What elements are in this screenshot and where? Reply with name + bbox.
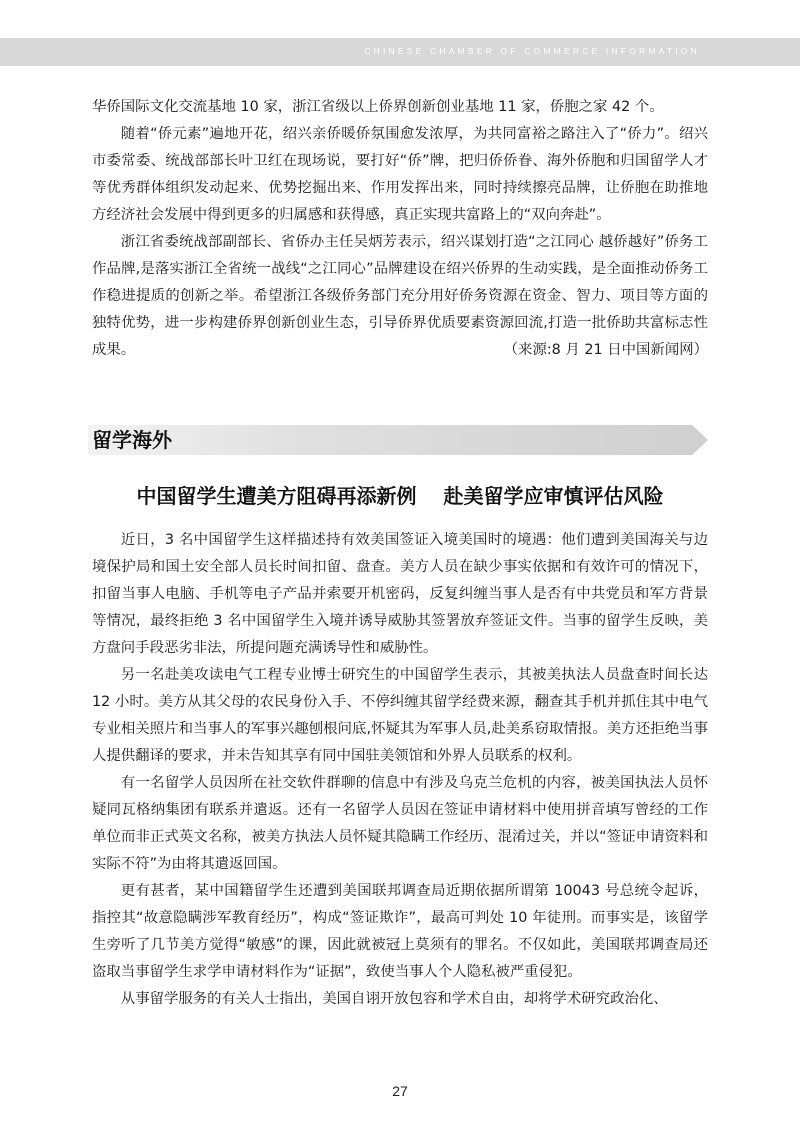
paragraph: 华侨国际文化交流基地 10 家，浙江省级以上侨界创新创业基地 11 家，侨胞之家 42 个。 xyxy=(92,99,664,115)
article-title: 中国留学生遭美方阻碍再添新例 赴美留学应审慎评估风险 xyxy=(136,484,664,508)
section-band-shape xyxy=(88,425,708,455)
paragraph: 近日，3 名中国留学生这样描述持有效美国签证入境美国时的境遇：他们遭到美国海关与边境保护局和国土安全部人员长时间扣留、盘查。美方人员在缺少事实依据和有效许可的情况下，扣留当事人电脑、手机等电子产品并索要开机密码，反复纠缠当事人是否有中共党员和军方背景等情况，最终拒绝 3 名中国留学生入境并诱导威胁其签署放弃签证文件。当事的留学生反映，美方盘问手段恶劣非法，所提问题充满诱导性和威胁性。 xyxy=(92,532,708,656)
paragraph: 随着“侨元素”遍地开花，绍兴亲侨暖侨氛围愈发浓厚，为共同富裕之路注入了“侨力”。绍兴市委常委、统战部部长叶卫红在现场说，要打好“侨”牌，把归侨侨眷、海外侨胞和归国留学人才等优秀群体组织发动起来、优势挖掘出来、作用发挥出来，同时持续擦亮品牌，让侨胞在助推地方经济社会发展中得到更多的归属感和获得感，真正实现共富路上的“双向奔赴”。 xyxy=(92,126,708,223)
paragraph: 从事留学服务的有关人士指出，美国自诩开放包容和学术自由，却将学术研究政治化、 xyxy=(120,991,668,1007)
paragraph xyxy=(92,229,708,364)
publication-name: CHINESE CHAMBER OF COMMERCE INFORMATION xyxy=(364,46,700,56)
intro-text xyxy=(92,94,708,364)
source-citation: （来源:8 月 21 日中国新闻网） xyxy=(503,342,708,358)
article-body xyxy=(92,527,708,1013)
paragraph: 有一名留学人员因所在社交软件群聊的信息中有涉及乌克兰危机的内容，被美国执法人员怀疑同瓦格纳集团有联系并遣返。还有一名留学人员因在签证申请材料中使用拼音填写曾经的工作单位而非正式英文名称，被美方执法人员怀疑其隐瞒工作经历、混淆过关，并以“签证申请资料和实际不符”为由将其遣返回国。 xyxy=(92,775,708,872)
page-number: 27 xyxy=(392,1083,408,1099)
section-title: 留学海外 xyxy=(92,428,172,452)
paragraph: 更有甚者，某中国籍留学生还遭到美国联邦调查局近期依据所谓第 10043 号总统令起诉，指控其“故意隐瞒涉军教育经历”，构成“签证欺诈”，最高可判处 10 年徒刑。而事实是，该留学生旁听了几节美方觉得“敏感”的课，因此就被冠上莫须有的罪名。不仅如此，美国联邦调查局还盗取当事留学生求学申请材料作为“证据”，致使当事人个人隐私被严重侵犯。 xyxy=(92,883,708,980)
section-header xyxy=(88,425,708,455)
paragraph-text: 浙江省委统战部副部长、省侨办主任吴炳芳表示，绍兴谋划打造“之江同心 越侨越好”侨务工作品牌,是落实浙江全省统一战线“之江同心”品牌建设在绍兴侨界的生动实践，是全面推动侨务工作稳进提质的创新之举。希望浙江各级侨务部门充分用好侨务资源在资金、智力、项目等方面的独特优势，进一步构建侨界创新创业生态，引导侨界优质要素资源回流,打造一批侨助共富标志性成果。 xyxy=(92,234,708,358)
paragraph: 另一名赴美攻读电气工程专业博士研究生的中国留学生表示，其被美执法人员盘查时间长达 12 小时。美方从其父母的农民身份入手、不停纠缠其留学经费来源，翻查其手机并抓住其中电气专业相关照片和当事人的军事兴趣刨根问底,怀疑其为军事人员,赴美系窃取情报。美方还拒绝当事人提供翻译的要求，并未告知其享有同中国驻美领馆和外界人员联系的权利。 xyxy=(92,667,708,764)
